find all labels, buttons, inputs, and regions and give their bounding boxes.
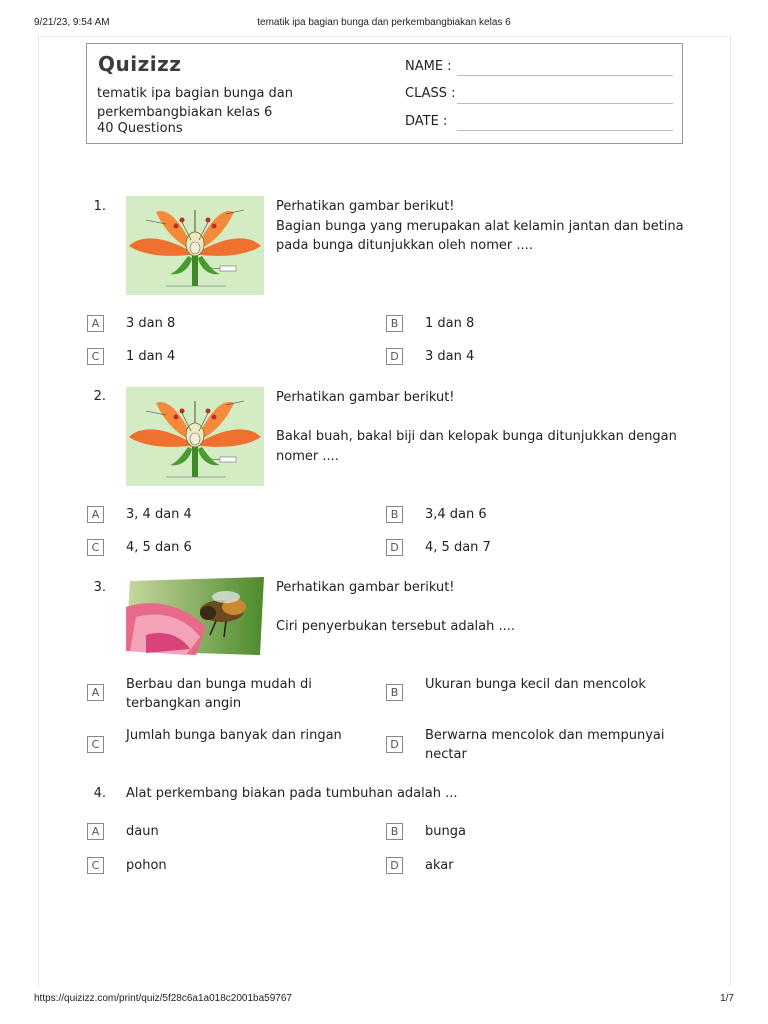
- question-1-option-d-box[interactable]: D: [386, 348, 403, 365]
- question-1-option-c-box[interactable]: C: [87, 348, 104, 365]
- question-4-option-c-box[interactable]: C: [87, 857, 104, 874]
- question-3-text: Perhatikan gambar berikut! Ciri penyerbukan tersebut adalah ....: [276, 580, 516, 634]
- question-count: 40 Questions: [97, 121, 183, 136]
- question-1-option-d: 3 dan 4: [425, 349, 475, 364]
- question-3-number: 3.: [93, 580, 106, 595]
- question-3-option-b: Ukuran bunga kecil dan mencolok: [425, 677, 646, 692]
- question-2-option-a: 3, 4 dan 4: [126, 507, 192, 522]
- quiz-title: tematik ipa bagian bunga dan perkembangbiakan kelas 6: [97, 86, 294, 120]
- question-4-option-d-box[interactable]: D: [386, 857, 403, 874]
- question-1-option-a: 3 dan 8: [126, 316, 176, 331]
- quiz-info-box: [86, 43, 683, 144]
- print-datetime: 9/21/23, 9:54 AM: [34, 17, 110, 28]
- question-3-option-c: Jumlah bunga banyak dan ringan: [126, 728, 342, 743]
- question-3-option-a-box[interactable]: A: [87, 684, 104, 701]
- question-2-option-a-box[interactable]: A: [87, 506, 104, 523]
- question-3-option-a: Berbau dan bunga mudah di terbangkan angin: [126, 677, 312, 711]
- page-number: 1/7: [720, 993, 734, 1004]
- question-1-option-a-box[interactable]: A: [87, 315, 104, 332]
- question-3-option-d-box[interactable]: D: [386, 736, 403, 753]
- question-4-option-d: akar: [425, 858, 454, 873]
- question-2-number: 2.: [93, 389, 106, 404]
- question-4-text: Alat perkembang biakan pada tumbuhan adalah ...: [126, 786, 458, 801]
- question-4-option-c: pohon: [126, 858, 167, 873]
- date-line: [457, 130, 673, 131]
- question-3-option-d: Berwarna mencolok dan mempunyai nectar: [425, 728, 665, 762]
- question-2-text: Perhatikan gambar berikut! Bakal buah, bakal biji dan kelopak bunga ditunjukkan dengan nomer ....: [276, 390, 677, 464]
- name-label: NAME :: [405, 59, 452, 74]
- question-4-option-b-box[interactable]: B: [386, 823, 403, 840]
- question-4-option-a: daun: [126, 824, 159, 839]
- question-2-option-b-box[interactable]: B: [386, 506, 403, 523]
- flower-diagram-icon: [126, 387, 264, 486]
- sheet-border-right: [730, 36, 731, 986]
- print-header: [0, 17, 768, 31]
- question-1-option-c: 1 dan 4: [126, 349, 176, 364]
- class-label: CLASS :: [405, 86, 456, 101]
- name-line: [457, 75, 673, 76]
- question-2-option-d: 4, 5 dan 7: [425, 540, 491, 555]
- sheet-border-top: [38, 36, 730, 37]
- question-3-option-c-box[interactable]: C: [87, 736, 104, 753]
- question-4-option-b: bunga: [425, 824, 466, 839]
- class-line: [457, 103, 673, 104]
- print-doc-title: tematik ipa bagian bunga dan perkembangbiakan kelas 6: [257, 17, 511, 28]
- question-2-option-b: 3,4 dan 6: [425, 507, 487, 522]
- question-2-option-c-box[interactable]: C: [87, 539, 104, 556]
- question-1-text: Perhatikan gambar berikut! Bagian bunga yang merupakan alat kelamin jantan dan betina pada bunga ditunjukkan oleh nomer ....: [276, 199, 684, 253]
- question-1-number: 1.: [93, 199, 106, 214]
- flower-diagram-icon: [126, 196, 264, 295]
- sheet-border-left: [38, 36, 39, 986]
- question-4-number: 4.: [93, 786, 106, 801]
- question-1-option-b: 1 dan 8: [425, 316, 475, 331]
- question-2-option-d-box[interactable]: D: [386, 539, 403, 556]
- question-4-option-a-box[interactable]: A: [87, 823, 104, 840]
- question-2-option-c: 4, 5 dan 6: [126, 540, 192, 555]
- print-url[interactable]: https://quizizz.com/print/quiz/5f28c6a1a018c2001ba59767: [34, 993, 292, 1004]
- quizizz-logo: Quizizz: [98, 52, 182, 76]
- date-label: DATE :: [405, 114, 448, 129]
- bee-photo-icon: [126, 577, 264, 655]
- question-3-option-b-box[interactable]: B: [386, 684, 403, 701]
- question-1-option-b-box[interactable]: B: [386, 315, 403, 332]
